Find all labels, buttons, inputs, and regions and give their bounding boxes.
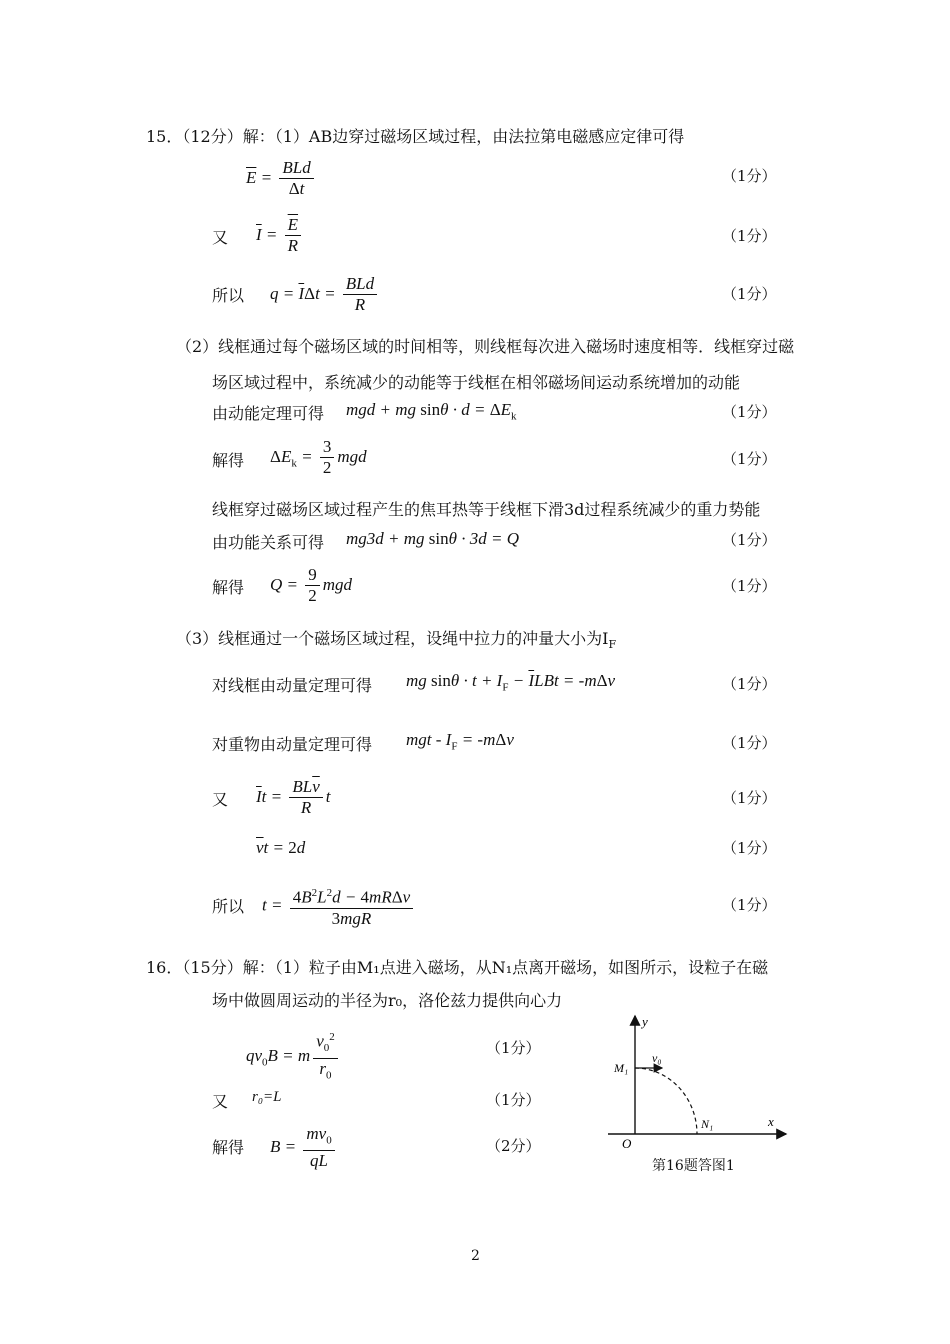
eq-kinetic: mgd + mg $\sin\theta \cdot d = \Delta E_k$	[346, 400, 517, 423]
trajectory-arc	[635, 1068, 697, 1134]
points: （1分）	[722, 577, 777, 595]
label-v0: v₀	[652, 1051, 662, 1065]
label-you: 又	[212, 228, 229, 247]
points: （1分）	[722, 896, 777, 914]
eq-time: t = $\frac{4B^2L^2d - 4mR\Delta v}{\text{3mgR}}$	[262, 883, 416, 929]
eq-charge: $q = \overline{I}\Delta t$ = $\frac{\text{BLd}}{R}$	[270, 274, 380, 315]
q15-p2-line5: 线框穿过磁场区域过程产生的焦耳热等于线框下滑3d过程系统减少的重力势能	[212, 500, 761, 519]
page-number: 2	[471, 1248, 480, 1264]
label-n1: N₁	[701, 1117, 714, 1131]
eq-lorentz: $qv_0B = m$ $\frac{v_0^2}{r_0}$	[246, 1027, 341, 1085]
points: （1分）	[722, 450, 777, 468]
eq-momentum-weight: mgt - $I_F = -m\Delta v$	[406, 730, 514, 753]
eq-current: $\overline{I}$ = $\frac{\overline{E}}{R}$	[256, 215, 304, 256]
label-y: y	[642, 1014, 648, 1029]
label-dongneng: 由动能定理可得	[212, 404, 325, 423]
eq-emf: $\overline{E}$ = $\frac{\text{BLd}}{\Delta t}$	[246, 158, 317, 199]
eq-it: $\overline{I}t$ = $\frac{BL\overline{v}}{R}$ t	[256, 777, 331, 817]
q16-line2: 场中做圆周运动的半径为r₀，洛伦兹力提供向心力	[212, 991, 563, 1010]
q15-p2-line2: 场区域过程中，系统减少的动能等于线框在相邻磁场间运动系统增加的动能	[212, 373, 741, 392]
q15-p3-line1	[176, 626, 616, 651]
label-kuang: 对线框由动量定理可得	[212, 676, 373, 695]
label-jiede: 解得	[212, 1138, 245, 1157]
points: （1分）	[486, 1091, 541, 1109]
eq-heat: Q = $\frac{9}{2}$ mgd	[270, 565, 353, 605]
q16-header: 16．（15分）解：（1）粒子由M₁点进入磁场，从N₁点离开磁场，如图所示，设粒子在磁	[146, 958, 769, 977]
eq-vt: $\overline{v}t = 2d$	[256, 838, 306, 857]
eq-r0: r₀=L	[252, 1089, 282, 1105]
points: （1分）	[722, 789, 777, 807]
points: （1分）	[722, 839, 777, 857]
label-jiede: 解得	[212, 451, 245, 470]
label-zhongwu: 对重物由动量定理可得	[212, 735, 373, 754]
label-m1: M₁	[614, 1061, 629, 1075]
points: （1分）	[722, 227, 777, 245]
q15-header: 15．（12分）解：（1）AB边穿过磁场区域过程，由法拉第电磁感应定律可得	[146, 127, 685, 146]
eq-field: B = $\frac{mv_0}{qL}$	[270, 1124, 338, 1171]
q15-p2-line1: （2）线框通过每个磁场区域的时间相等，则线框每次进入磁场时速度相等．线框穿过磁	[176, 337, 795, 356]
figure-16-1	[600, 1010, 800, 1155]
points: （1分）	[722, 531, 777, 549]
q15-p3-sub: F	[608, 638, 617, 652]
label-suoyi: 所以	[212, 286, 245, 305]
label-x: x	[768, 1114, 774, 1129]
points: （1分）	[722, 403, 777, 421]
points: （1分）	[722, 675, 777, 693]
label-o: O	[622, 1136, 632, 1151]
points: （1分）	[722, 167, 777, 185]
points: （1分）	[486, 1039, 541, 1057]
eq-energy: mg3d + mg sinθ · 3d = Q	[346, 529, 519, 548]
label-you: 又	[212, 790, 229, 809]
points: （2分）	[486, 1137, 541, 1155]
points: （1分）	[722, 734, 777, 752]
q15-p3-text: （3）线框通过一个磁场区域过程，设绳中拉力的冲量大小为I	[176, 629, 609, 648]
label-you: 又	[212, 1092, 229, 1111]
label-gongneng: 由功能关系可得	[212, 533, 325, 552]
figure-caption: 第16题答图1	[652, 1158, 735, 1174]
label-jiede: 解得	[212, 578, 245, 597]
eq-momentum-frame: mg $\sin\theta \cdot t + I_F - \overline{I}LBt = -m\Delta v$	[406, 671, 616, 694]
label-suoyi: 所以	[212, 897, 245, 916]
points: （1分）	[722, 285, 777, 303]
eq-delta-ek: $\Delta E_k$ = $\frac{3}{2}$ mgd	[270, 437, 367, 477]
